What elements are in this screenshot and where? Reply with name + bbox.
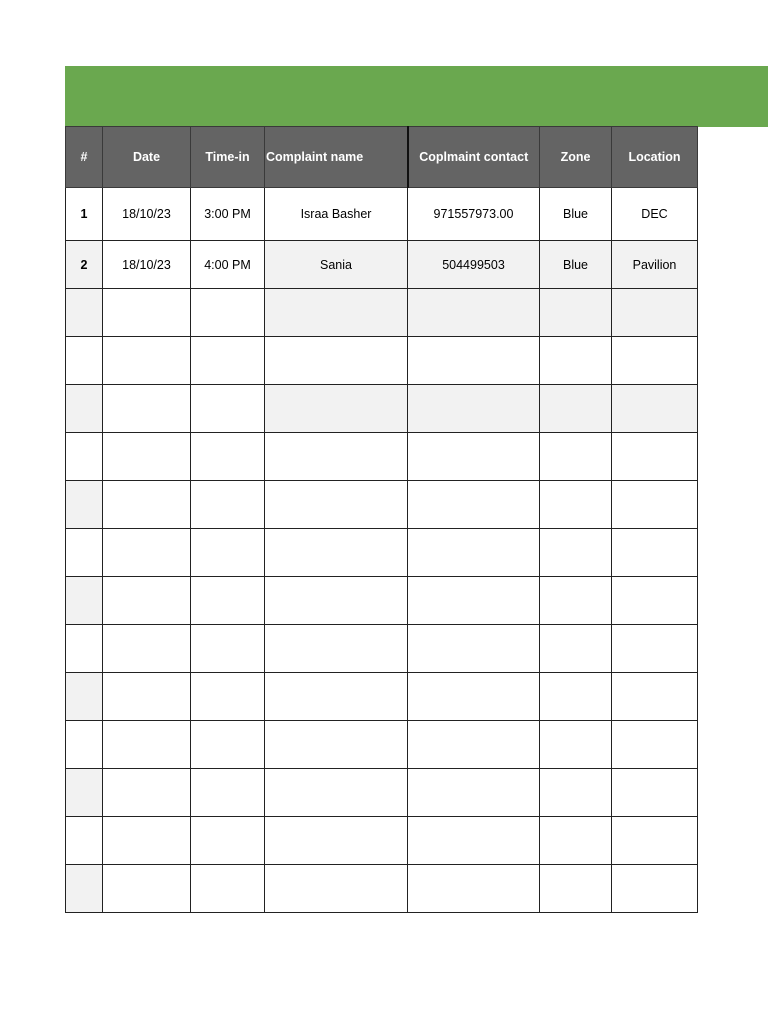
date-cell[interactable] [103,529,191,577]
date-cell[interactable]: 18/10/23 [103,241,191,289]
location-cell[interactable] [612,385,698,433]
complaint-name-cell[interactable] [265,865,408,913]
complaint-contact-cell[interactable] [408,721,540,769]
col-header-number: # [66,127,103,188]
col-header-time-in: Time-in [191,127,265,188]
location-cell[interactable] [612,817,698,865]
col-header-complaint-contact: Coplmaint contact [408,127,540,188]
complaint-contact-cell[interactable] [408,385,540,433]
table-row [66,865,698,913]
location-cell[interactable] [612,481,698,529]
table-row [66,241,698,289]
col-header-zone: Zone [540,127,612,188]
date-cell[interactable] [103,433,191,481]
row-number-cell[interactable] [66,865,103,913]
time-in-cell[interactable] [191,433,265,481]
complaint-name-cell[interactable] [265,721,408,769]
row-number-cell[interactable] [66,289,103,337]
complaint-contact-cell[interactable] [408,337,540,385]
row-number-cell[interactable] [66,529,103,577]
time-in-cell[interactable] [191,577,265,625]
location-cell[interactable] [612,769,698,817]
table-row [66,188,698,241]
time-in-cell[interactable] [191,673,265,721]
row-number-cell[interactable] [66,673,103,721]
complaint-contact-cell[interactable] [408,529,540,577]
table-row [66,529,698,577]
zone-cell[interactable] [540,289,612,337]
complaint-contact-cell[interactable] [408,433,540,481]
zone-cell[interactable] [540,625,612,673]
time-in-cell[interactable] [191,721,265,769]
header-banner [65,66,768,127]
zone-cell[interactable] [540,337,612,385]
time-in-cell[interactable] [191,769,265,817]
row-number-cell[interactable] [66,721,103,769]
table-row [66,817,698,865]
location-cell[interactable] [612,289,698,337]
complaint-contact-cell[interactable] [408,481,540,529]
zone-cell[interactable] [540,481,612,529]
date-cell[interactable] [103,289,191,337]
table-row [66,673,698,721]
row-number-cell[interactable] [66,577,103,625]
complaint-name-cell[interactable] [265,817,408,865]
date-cell[interactable] [103,385,191,433]
date-cell[interactable]: 18/10/23 [103,188,191,241]
complaint-contact-cell[interactable] [408,577,540,625]
location-cell[interactable] [612,625,698,673]
date-cell[interactable] [103,577,191,625]
row-number-cell[interactable] [66,625,103,673]
date-cell[interactable] [103,625,191,673]
zone-cell[interactable] [540,673,612,721]
complaint-name-cell[interactable] [265,577,408,625]
complaint-name-cell[interactable] [265,481,408,529]
time-in-cell[interactable] [191,817,265,865]
table-row [66,385,698,433]
row-number-cell[interactable] [66,337,103,385]
table-row [66,433,698,481]
table-row [66,721,698,769]
zone-cell[interactable] [540,529,612,577]
table-row [66,577,698,625]
zone-cell[interactable] [540,385,612,433]
location-cell[interactable] [612,865,698,913]
row-number-cell[interactable] [66,481,103,529]
location-cell[interactable] [612,337,698,385]
complaint-name-cell[interactable] [265,289,408,337]
location-cell[interactable] [612,577,698,625]
col-header-location: Location [612,127,698,188]
zone-cell[interactable]: Blue [540,241,612,289]
header-row [66,127,698,188]
zone-cell[interactable]: Blue [540,188,612,241]
date-cell[interactable] [103,721,191,769]
date-cell[interactable] [103,865,191,913]
complaint-name-cell[interactable] [265,673,408,721]
time-in-cell[interactable] [191,385,265,433]
time-in-cell[interactable] [191,865,265,913]
col-header-complaint-name: Complaint name [265,127,408,188]
table-row [66,481,698,529]
date-cell[interactable] [103,337,191,385]
time-in-cell[interactable] [191,625,265,673]
complaint-name-cell[interactable] [265,433,408,481]
date-cell[interactable] [103,769,191,817]
location-cell[interactable] [612,433,698,481]
complaint-contact-cell[interactable] [408,289,540,337]
row-number-cell[interactable]: 1 [66,188,103,241]
zone-cell[interactable] [540,769,612,817]
location-cell[interactable]: Pavilion [612,241,698,289]
complaint-contact-cell[interactable] [408,865,540,913]
row-number-cell[interactable]: 2 [66,241,103,289]
row-number-cell[interactable] [66,817,103,865]
complaint-name-cell[interactable] [265,769,408,817]
complaint-name-cell[interactable] [265,625,408,673]
complaint-contact-cell[interactable] [408,625,540,673]
complaint-contact-cell[interactable] [408,673,540,721]
time-in-cell[interactable]: 3:00 PM [191,188,265,241]
complaint-contact-cell[interactable]: 504499503 [408,241,540,289]
time-in-cell[interactable] [191,529,265,577]
location-cell[interactable] [612,673,698,721]
table-row [66,625,698,673]
complaint-contact-cell[interactable]: 971557973.00 [408,188,540,241]
table-row [66,337,698,385]
date-cell[interactable] [103,673,191,721]
location-cell[interactable] [612,721,698,769]
time-in-cell[interactable] [191,289,265,337]
complaint-name-cell[interactable]: Sania [265,241,408,289]
table-row [66,289,698,337]
zone-cell[interactable] [540,577,612,625]
zone-cell[interactable] [540,817,612,865]
date-cell[interactable] [103,481,191,529]
complaint-log-table [65,126,698,913]
zone-cell[interactable] [540,865,612,913]
complaint-contact-cell[interactable] [408,817,540,865]
complaint-name-cell[interactable] [265,385,408,433]
row-number-cell[interactable] [66,433,103,481]
row-number-cell[interactable] [66,385,103,433]
complaint-name-cell[interactable]: Israa Basher [265,188,408,241]
zone-cell[interactable] [540,433,612,481]
complaint-contact-cell[interactable] [408,769,540,817]
zone-cell[interactable] [540,721,612,769]
location-cell[interactable] [612,529,698,577]
time-in-cell[interactable] [191,337,265,385]
table-row [66,769,698,817]
col-header-date: Date [103,127,191,188]
time-in-cell[interactable] [191,481,265,529]
location-cell[interactable]: DEC [612,188,698,241]
complaint-name-cell[interactable] [265,337,408,385]
date-cell[interactable] [103,817,191,865]
complaint-name-cell[interactable] [265,529,408,577]
time-in-cell[interactable]: 4:00 PM [191,241,265,289]
row-number-cell[interactable] [66,769,103,817]
